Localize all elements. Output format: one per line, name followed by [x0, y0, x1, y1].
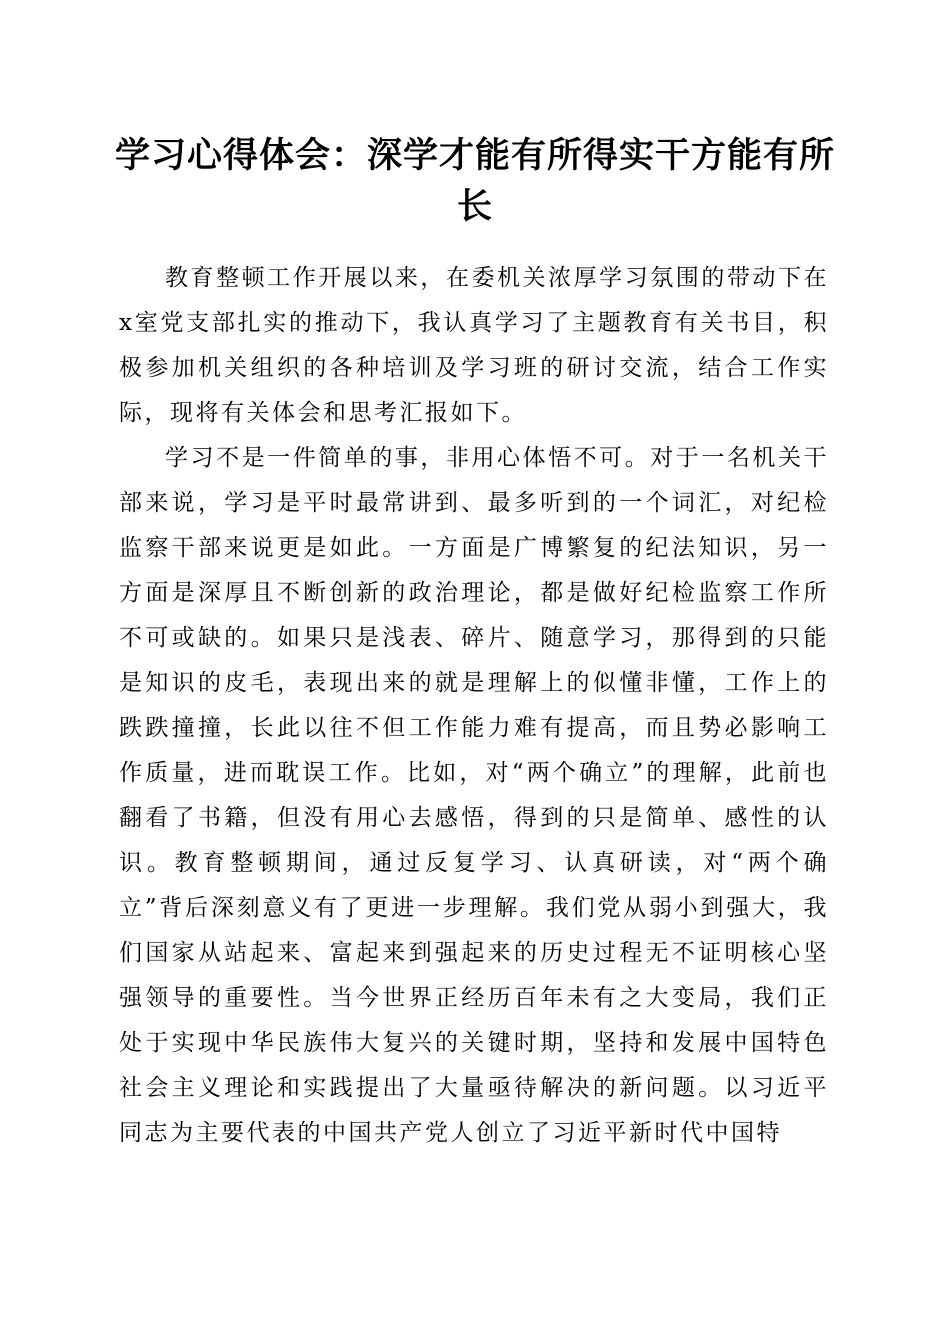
paragraph-intro: 教育整顿工作开展以来，在委机关浓厚学习氛围的带动下在x室党支部扎实的推动下，我认真学习了主题教育有关书目，积极参加机关组织的各种培训及学习班的研讨交流，结合工作实际，现将有关体会和思考汇报如下。 [119, 265, 829, 426]
document-body [119, 256, 829, 1156]
document-title: 学习心得体会：深学才能有所得实干方能有所长 [114, 135, 835, 227]
paragraph-study: 学习不是一件简单的事，非用心体悟不可。对于一名机关干部来说，学习是平时最常讲到、最多听到的一个词汇，对纪检监察干部来说更是如此。一方面是广博繁复的纪法知识，另一方面是深厚且不断创新的政治理论，都是做好纪检监察工作所不可或缺的。如果只是浅表、碎片、随意学习，那得到的只能是知识的皮毛，表现出来的就是理解上的似懂非懂，工作上的跌跌撞撞，长此以往不但工作能力难有提高，而且势必影响工作质量，进而耽误工作。比如，对“两个确立”的理解，此前也翻看了书籍，但没有用心去感悟，得到的只是简单、感性的认识。教育整顿期间，通过反复学习、认真研读，对“两个确立”背后深刻意义有了更进一步理解。我们党从弱小到强大，我们国家从站起来、富起来到强起来的历史过程无不证明核心坚强领导的重要性。当今世界正经历百年未有之大变局，我们正处于实现中华民族伟大复兴的关键时期，坚持和发展中国特色社会主义理论和实践提出了大量亟待解决的新问题。以习近平同志为主要代表的中国共产党人创立了习近平新时代中国特 [119, 445, 829, 1146]
